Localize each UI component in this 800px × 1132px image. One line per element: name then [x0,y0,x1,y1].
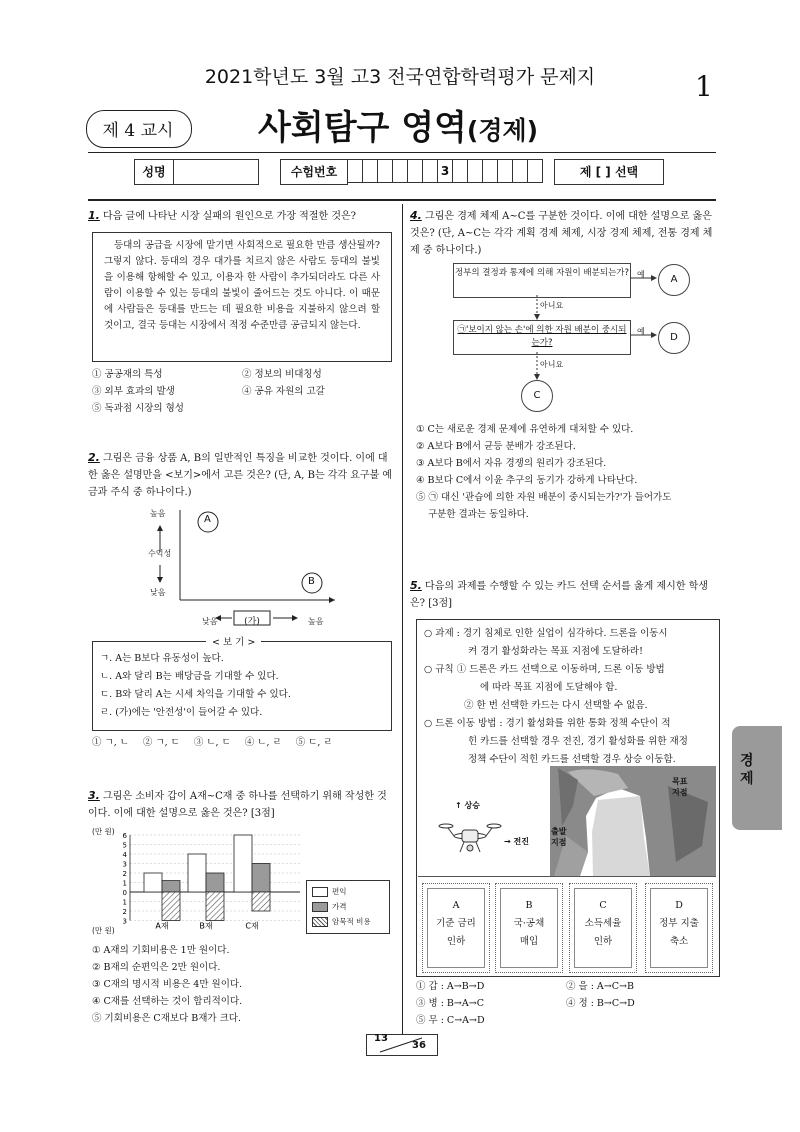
legend-price-label: 가격 [332,902,347,911]
q5-stem [410,577,718,612]
q3-stem-text: 그림은 소비자 갑이 A재~C재 중 하나를 선택하기 위해 작성한 것이다. 이에 대한 설명으로 옳은 것은? [3점] [88,791,387,819]
q3-bar-price [206,873,224,892]
page-current: 13 [374,1033,388,1044]
card-b-id: B [525,900,533,911]
q4-node-c: C [521,380,553,412]
q3-category-label: C재 [245,921,259,931]
card-a-line2: 인하 [446,936,466,947]
q5-map-divider [418,876,716,877]
q3-category-label: A재 [155,921,169,931]
q4-flow-box-2: ㉠'보이지 않는 손'에 의한 자원 배분이 중시되는가? [453,320,631,355]
q2-choice-3[interactable]: ③ ㄴ, ㄷ [193,737,231,748]
q5-rule-6: ○ 드론 이동 방법 : 경기 활성화를 위한 통화 정책 수단이 적 [424,718,671,729]
q3-category-label: B재 [199,921,213,931]
header-rule-bottom [88,199,716,201]
q4-choice-1[interactable]: ① C는 새로운 경제 문제에 유연하게 대처할 수 있다. [416,424,634,435]
legend-benefit [312,884,371,899]
q4-choice-5-cont: 구분한 결과는 동일하다. [428,509,529,520]
column-divider [402,204,403,1034]
q5-rule-8: 정책 수단이 적힌 카드를 선택할 경우 상승 이동함. [468,754,676,765]
q1-choice-4[interactable]: ④ 공유 자원의 고갈 [242,386,325,397]
page-corner-number: 1 [695,70,713,103]
q4-choice-2[interactable]: ② A보다 B에서 균등 분배가 강조된다. [416,441,576,452]
q2-bogi-2: ㄴ. A와 달리 B는 배당금을 기대할 수 있다. [100,671,279,682]
q5-choice-2[interactable]: ② 을 : A→C→B [566,981,634,992]
q3-y-tick: 1 [122,898,127,907]
q3-bar-benefit [144,873,162,892]
q2-y-high: 높음 [150,509,166,518]
card-b-line1: 국·공채 [513,918,545,929]
q1-stem [88,207,392,225]
q2-x-low: 낮음 [202,617,218,626]
q3-y-tick: 5 [122,841,127,850]
q3-choice-5[interactable]: ⑤ 기회비용은 C재보다 B재가 크다. [92,1013,241,1024]
q5-number: 5. [410,579,422,592]
q3-bar-implicit [162,892,180,921]
card-a[interactable] [422,883,490,973]
q3-y-tick: 2 [122,908,127,916]
q5-choice-4[interactable]: ④ 정 : B→C→D [566,998,635,1009]
period-label: 제 4 교시 [102,121,174,141]
exam-no-label: 수험번호 [280,159,348,185]
legend-implicit [312,914,371,929]
q2-bogi-1: ㄱ. A는 B보다 유동성이 높다. [100,653,224,664]
q2-stem [88,449,394,501]
legend-price-swatch [312,902,328,912]
q4-no-2: 아니요 [540,360,564,369]
q3-y-tick: 3 [122,860,127,869]
q5-rules [424,625,716,769]
q3-choice-4[interactable]: ④ C재를 선택하는 것이 합리적이다. [92,996,243,1007]
exam-no-digit: 3 [437,159,453,183]
q1-number: 1. [88,209,100,222]
q3-y-tick: 3 [122,917,127,926]
q1-choice-1[interactable]: ① 공공재의 특성 [92,369,163,380]
q4-flow-box-1: 정부의 결정과 통제에 의해 자원이 배분되는가? [453,263,631,298]
select-label: 제 [ ] 선택 [554,159,664,185]
q4-stem-text: 그림은 경제 체제 A~C를 구분한 것이다. 이에 대한 설명으로 옳은 것은? (단, A~C는 각각 계획 경제 체제, 시장 경제 체제, 전통 경제 체제 중 하나이다.) [410,211,713,256]
q3-bar-implicit [206,892,224,921]
q3-y-tick: 1 [122,879,127,888]
name-label: 성명 [134,159,174,185]
q5-forward-label: → 전진 [504,837,529,846]
q4-node-a: A [658,264,690,296]
q4-yes-2: 예 [637,327,645,336]
q5-rule-2: 켜 경기 활성화라는 목표 지점에 도달하라! [468,646,643,657]
q3-bar-price [162,881,180,892]
q3-choice-2[interactable]: ② B재의 순편익은 2만 원이다. [92,962,221,973]
card-a-line1: 기준 금리 [436,918,476,929]
q5-start-label: 출발 지점 [551,827,567,847]
card-d[interactable] [645,883,713,973]
q3-y-tick: 0 [122,889,127,897]
q2-y-label: 수익성 [148,549,172,558]
q5-rule-1: ○ 과제 : 경기 침체로 인한 실업이 심각하다. 드론을 이동시 [424,628,668,639]
q5-up-label: ↑ 상승 [455,801,480,810]
q2-point-b: B [308,576,315,587]
q2-bogi-3: ㄷ. B와 달리 A는 시세 차익을 기대할 수 있다. [100,689,291,700]
q2-stem-text: 그림은 금융 상품 A, B의 일반적인 특징을 비교한 것이다. 이에 대한 옳은 설명만을 <보기>에서 고른 것은? (단, A, B는 각각 요구불 예금과 주식 중 하나이다.) [88,453,393,498]
legend-implicit-label: 암묵적 비용 [332,917,371,926]
q2-bogi-list [100,650,386,722]
q2-choice-1[interactable]: ① ㄱ, ㄴ [92,737,129,748]
q5-choice-5[interactable]: ⑤ 무 : C→A→D [416,1015,485,1026]
q3-choice-1[interactable]: ① A재의 기회비용은 1만 원이다. [92,945,230,956]
card-d-line1: 정부 지출 [659,918,699,929]
q4-choice-5[interactable]: ⑤ ㉠ 대신 '관습에 의한 자원 배분이 중시되는가?'가 들어가도 [416,492,672,503]
q3-y-tick: 2 [122,870,127,878]
q1-choice-2[interactable]: ② 정보의 비대칭성 [242,369,322,380]
q5-rule-7: 힌 카드를 선택할 경우 전진, 경기 활성화를 위한 재정 [468,736,688,747]
q3-bar-implicit [252,892,270,911]
q4-choice-3[interactable]: ③ A보다 B에서 자유 경쟁의 원리가 강조된다. [416,458,607,469]
q2-bogi-title: < 보 기 > [206,634,261,648]
q4-no-1: 아니요 [540,301,564,310]
side-subject-label: 경제 [740,753,754,787]
q1-choice-3[interactable]: ③ 외부 효과의 발생 [92,386,175,397]
q1-choice-5[interactable]: ⑤ 독과점 시장의 형성 [92,403,184,414]
subject-main: 사회탐구 영역 [258,108,467,148]
q4-choices [416,421,720,523]
card-b-line2: 매입 [519,936,539,947]
q2-choice-4[interactable]: ④ ㄴ, ㄹ [244,737,282,748]
q4-yes-1: 예 [637,270,645,279]
q5-goal-label: 목표 지점 [672,777,688,797]
q4-stem [410,207,718,259]
q4-node-b: D [658,322,690,354]
q2-choice-2[interactable]: ② ㄱ, ㄷ [142,737,180,748]
q1-choices [92,366,392,417]
q2-choices [92,734,392,751]
legend-benefit-swatch [312,887,328,897]
page-total: 36 [412,1040,426,1051]
q5-choice-1[interactable]: ① 갑 : A→B→D [416,981,485,992]
q3-y-tick: 6 [122,832,127,840]
card-a-id: A [452,900,460,911]
q5-rule-5: ② 한 번 선택한 카드는 다시 선택할 수 없음. [464,700,648,711]
q3-y-tick: 4 [122,851,127,859]
q2-choice-5[interactable]: ⑤ ㄷ, ㄹ [295,737,333,748]
q2-x-label: (가) [244,617,260,627]
q3-number: 3. [88,789,100,802]
card-b[interactable] [495,883,563,973]
q1-passage: 등대의 공급을 시장에 맡기면 사회적으로 필요한 만큼 생산될까? 그렇지 않다. 등대의 경우 대가를 치르지 않은 사람도 등대의 불빛을 이용해 항해할 수 있고, 이용자 한 사람이 추가되더라도 다른 사람이 이용할 수 있는 등대의 불빛이 줄어드는 것도 아니다. 이 때문에 사람들은 등대를 만드는 데 필요한 비용을 지불하지 않으려 할 것이고, 결국 등대는 시장에서 적정 수준만큼 공급되지 않는다. [104,240,380,331]
card-c-line1: 소득세율 [584,918,622,929]
q3-bar-benefit [234,835,252,892]
q4-choice-4[interactable]: ④ B보다 C에서 이윤 추구의 동기가 강하게 나타난다. [416,475,638,486]
q3-bar-price [252,864,270,893]
card-c-id: C [599,900,607,911]
q5-stem-text: 다음의 과제를 수행할 수 있는 카드 선택 순서를 옳게 제시한 학생은? [3점] [410,581,708,609]
q3-stem [88,787,392,822]
name-field[interactable] [173,159,259,185]
exam-title: 2021학년도 3월 고3 전국연합학력평가 문제지 [204,66,596,88]
q4-number: 4. [410,209,422,222]
q3-bar-benefit [188,854,206,892]
q2-x-high: 높음 [308,617,324,626]
q1-stem-text: 다음 글에 나타난 시장 실패의 원인으로 가장 적절한 것은? [103,211,357,222]
card-c-line2: 인하 [593,936,613,947]
header-rule-top [88,152,716,153]
q3-unit-bottom: (만 원) [92,926,115,935]
q3-unit-top: (만 원) [92,827,115,836]
q2-number: 2. [88,451,100,464]
card-d-line2: 축소 [669,936,689,947]
card-c[interactable] [569,883,637,973]
q2-bogi-4: ㄹ. (가)에는 '안전성'이 들어갈 수 있다. [100,707,263,718]
q3-choice-3[interactable]: ③ C재의 명시적 비용은 4만 원이다. [92,979,243,990]
q5-choice-3[interactable]: ③ 병 : B→A→C [416,998,484,1009]
card-d-id: D [675,900,683,911]
q5-rule-4: 에 따라 목표 지점에 도달해야 함. [480,682,618,693]
legend-price [312,899,371,914]
legend-implicit-swatch [312,917,328,927]
q5-rule-3: ○ 규칙 ① 드론은 카드 선택으로 이동하며, 드론 이동 방법 [424,664,665,675]
q5-choices [416,978,720,1029]
q2-y-low: 낮음 [150,588,166,597]
q3-choices [92,942,392,1027]
legend-benefit-label: 편익 [332,887,347,896]
subject-sub: (경제) [466,116,539,145]
q2-point-a: A [204,514,211,525]
q3-legend-items [312,884,371,929]
subject-title [258,100,538,149]
